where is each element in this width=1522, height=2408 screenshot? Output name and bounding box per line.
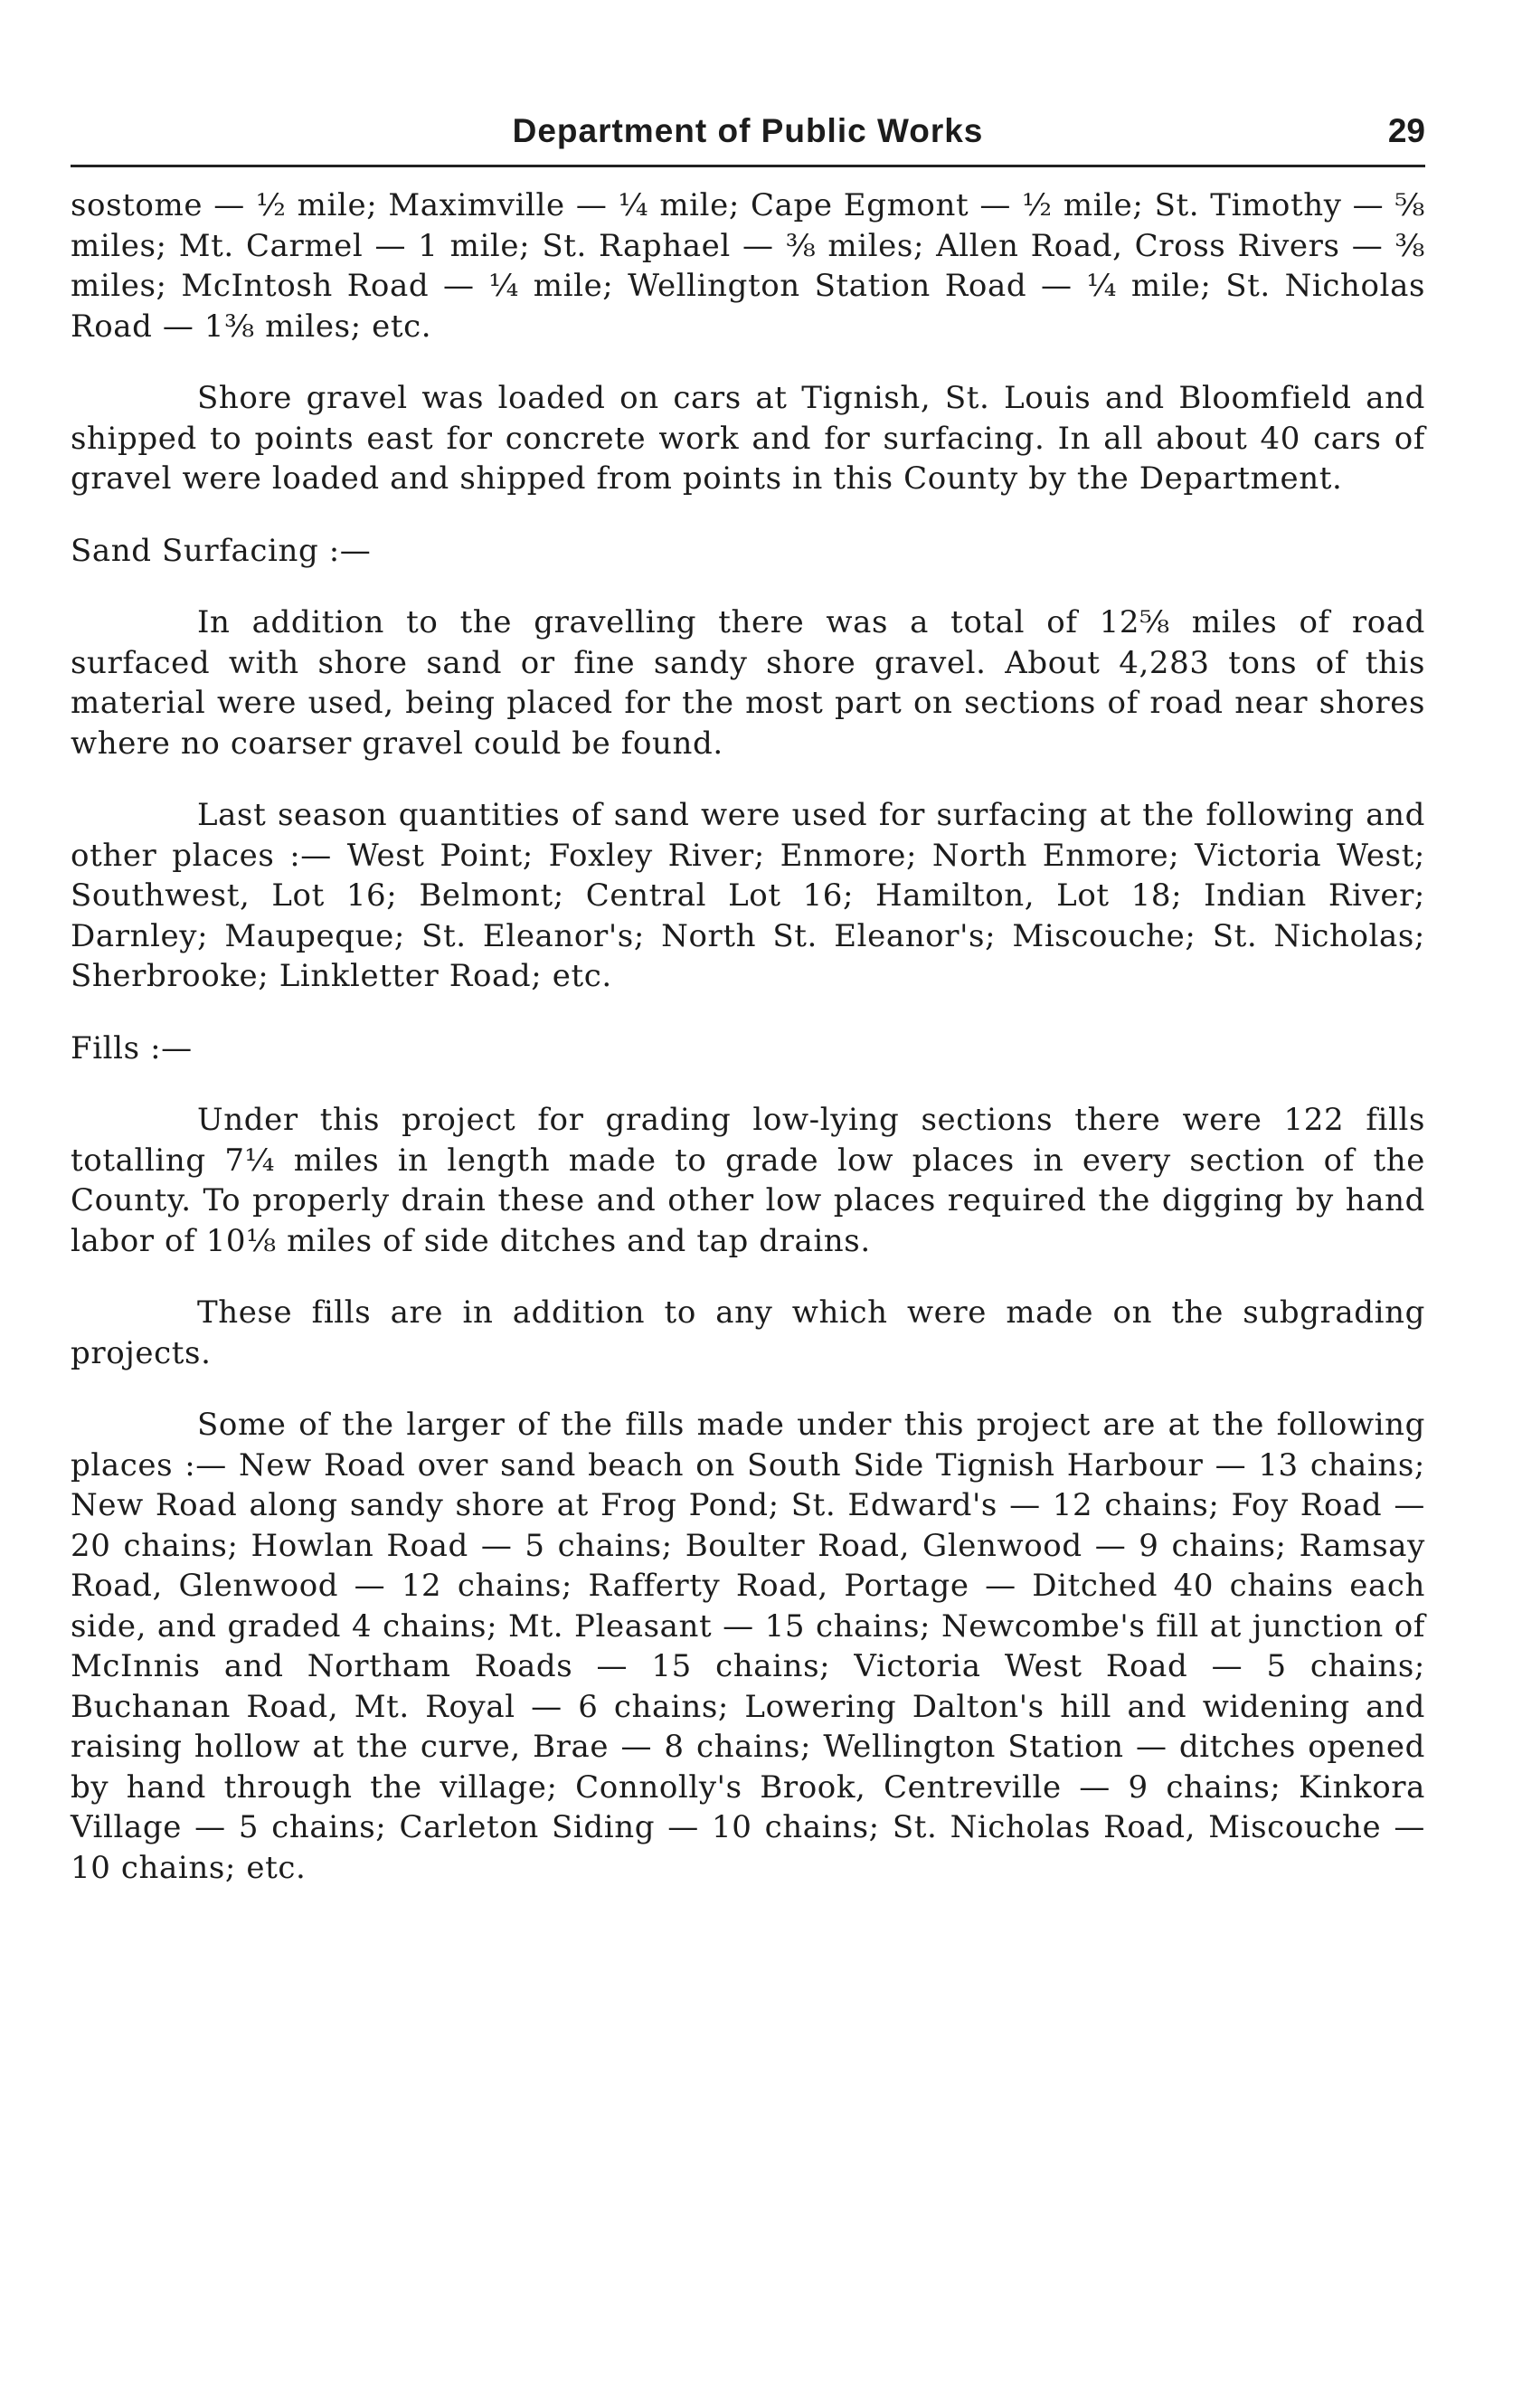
paragraph-fills-project: Under this project for grading low-lying sections there were 122 fills totalling 7¼ miles in length made to grade low places in every section of the County. To properly drain these and other low places required the digging by hand labor of 10⅛ miles of side ditches and tap drains. <box>71 1102 1425 1259</box>
paragraph-fills-places: Some of the larger of the fills made under this project are at the following places :— New Road over sand beach on South Side Tignish Harbour — 13 chains; New Road along sandy shore at Frog Pond; St. Edward's — 12 chains; Foy Road — 20 chains; Howlan Road — 5 chains; Boulter Road, Glenwood — 9 chains; Ramsay Road, Glenwood — 12 chains; Rafferty Road, Portage — Ditched 40 chains each side, and graded 4 chains; Mt. Pleasant — 15 chains; Newcombe's fill at junction of McInnis and Northam Roads — 15 chains; Victoria West Road — 5 chains; Buchanan Road, Mt. Royal — 6 chains; Lowering Dalton's hill and widening and raising hollow at the curve, Brae — 8 chains; Wellington Station — ditches opened by hand through the village; Connolly's Brook, Centreville — 9 chains; Kinkora Village — 5 chains; Carleton Siding — 10 chains; St. Nicholas Road, Miscouche — 10 chains; etc. <box>71 1407 1425 1886</box>
running-title: Department of Public Works <box>512 112 984 149</box>
paragraph-sand-total: In addition to the gravelling there was a total of 12⅝ miles of road surfaced with shore sand or fine sandy shore gravel. About 4,283 tons of this material were used, being placed for the most part on sections of road near shores where no coarser gravel could be found. <box>71 604 1425 762</box>
page-number: 29 <box>1387 112 1425 149</box>
page-body <box>71 185 1425 1888</box>
paragraph-fills-additional: These fills are in addition to any which were made on the subgrading projects. <box>71 1294 1425 1371</box>
paragraph-shore-gravel: Shore gravel was loaded on cars at Tignish, St. Louis and Bloomfield and shipped to points east for concrete work and for surfacing. In all about 40 cars of gravel were loaded and shipped from points in this County by the Department. <box>71 380 1425 497</box>
section-heading-sand-surfacing: Sand Surfacing :— <box>71 532 372 569</box>
page-header <box>71 109 1425 167</box>
paragraph-sand-places: Last season quantities of sand were used for surfacing at the following and other places :— West Point; Foxley River; Enmore; North Enmore; Victoria West; Southwest, Lot 16; Belmont; Central Lot 16; Hamilton, Lot 18; Indian River; Darnley; Maupeque; St. Eleanor's; North St. Eleanor's; Miscouche; St. Nicholas; Sherbrooke; Linkletter Road; etc. <box>71 797 1425 994</box>
paragraph-continued-list: sostome — ½ mile; Maximville — ¼ mile; Cape Egmont — ½ mile; St. Timothy — ⅝ miles; Mt. Carmel — 1 mile; St. Raphael — ⅜ miles; Allen Road, Cross Rivers — ⅜ miles; McIntosh Road — ¼ mile; Wellington Station Road — ¼ mile; St. Nicholas Road — 1⅜ miles; etc. <box>71 187 1425 345</box>
document-page <box>71 109 1425 1920</box>
section-heading-fills: Fills :— <box>71 1029 193 1067</box>
